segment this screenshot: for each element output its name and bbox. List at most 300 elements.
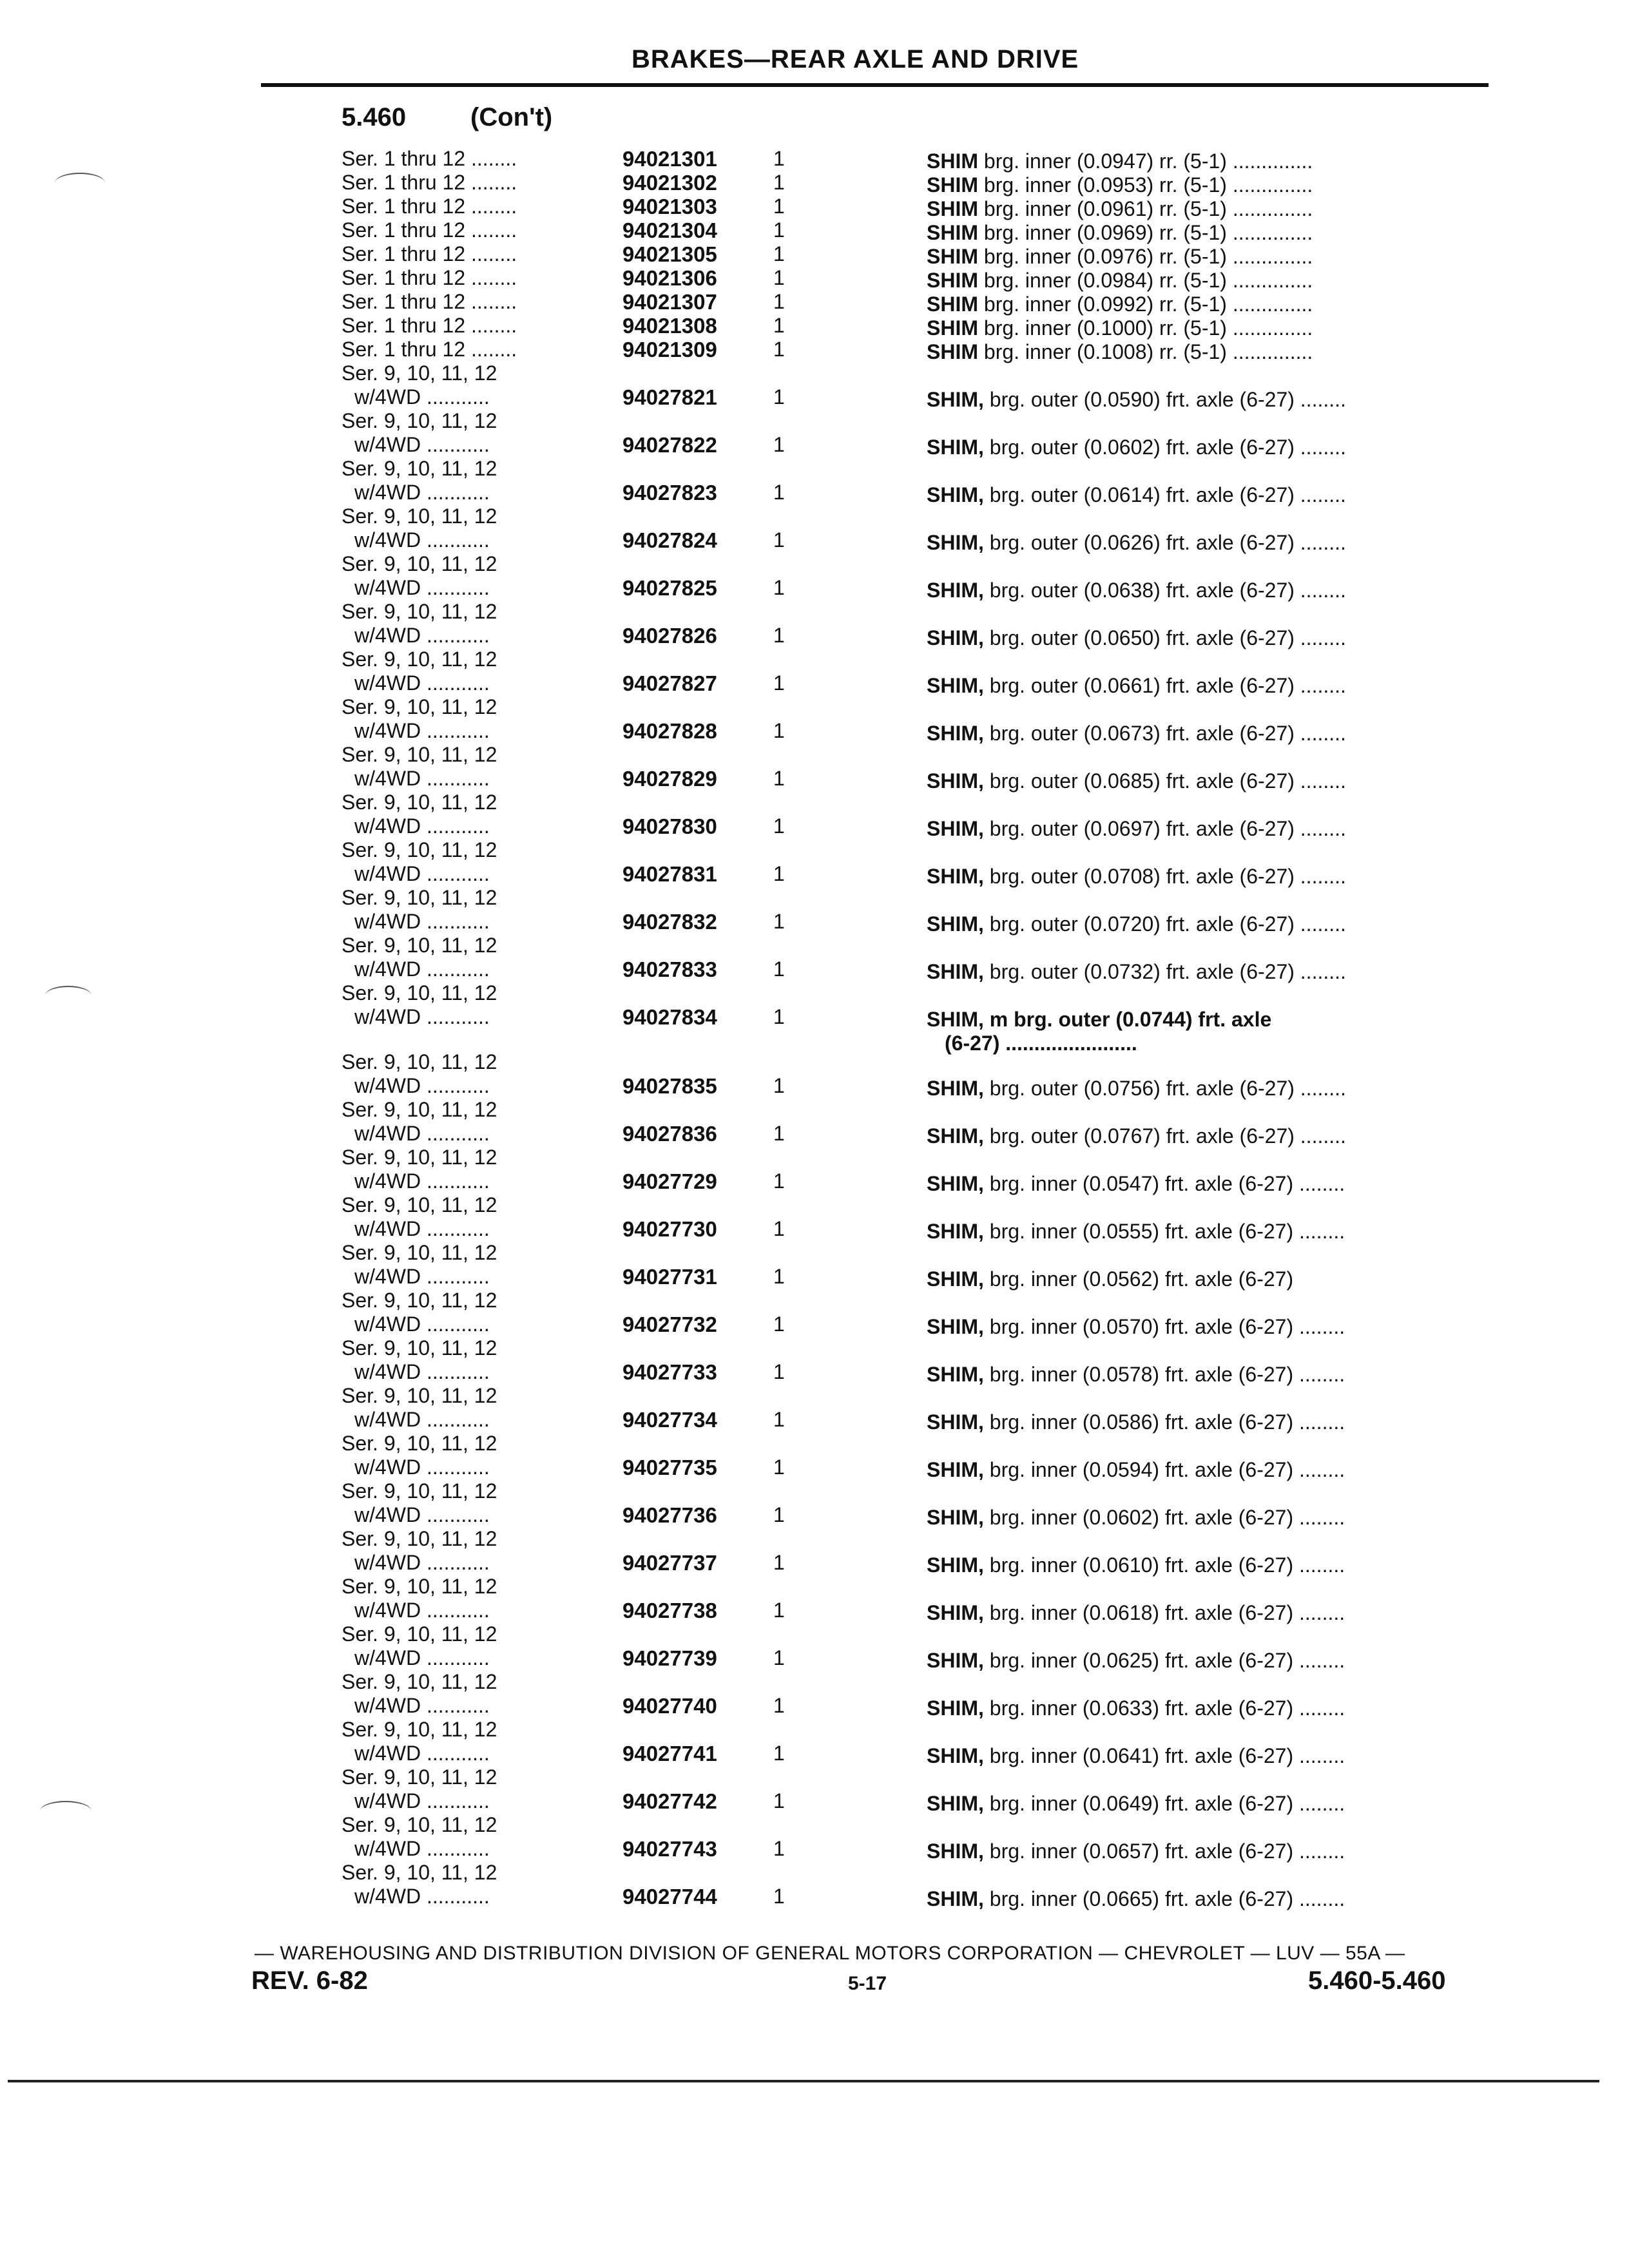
part-row [0, 1670, 1629, 1718]
part-description [927, 1649, 1345, 1673]
part-row [0, 195, 1629, 218]
part-row [0, 290, 1629, 314]
applicability-detail: w/4WD ........... [354, 385, 490, 408]
applicability: Ser. 9, 10, 11, 12 [342, 1861, 497, 1884]
part-row [0, 743, 1629, 791]
part-description [927, 1696, 1345, 1720]
part-description [927, 674, 1346, 698]
applicability-detail: w/4WD ........... [354, 1789, 490, 1812]
part-spec: brg. outer (0.0626) frt. axle (6-27) ........ [983, 531, 1346, 554]
part-name: SHIM, [927, 769, 984, 793]
quantity: 1 [773, 171, 785, 194]
quantity: 1 [773, 1074, 785, 1097]
part-description [927, 1601, 1345, 1625]
part-number: 94021304 [622, 218, 717, 242]
quantity: 1 [773, 433, 785, 456]
quantity: 1 [773, 481, 785, 504]
part-spec: brg. inner (0.0578) frt. axle (6-27) ........ [983, 1363, 1345, 1386]
applicability-detail: w/4WD ........... [354, 576, 490, 599]
part-name: SHIM, [927, 912, 984, 936]
part-description [927, 1172, 1345, 1196]
part-name: SHIM, [927, 1267, 984, 1291]
quantity: 1 [773, 862, 785, 885]
applicability-detail: w/4WD ........... [354, 624, 490, 647]
applicability: Ser. 9, 10, 11, 12 [342, 1765, 497, 1789]
part-name: SHIM, [927, 1649, 984, 1672]
part-number: 94027739 [622, 1646, 717, 1670]
part-number: 94027730 [622, 1217, 717, 1241]
part-spec: brg. outer (0.0673) frt. axle (6-27) ........ [983, 722, 1346, 745]
quantity: 1 [773, 1789, 785, 1812]
applicability: Ser. 1 thru 12 ........ [342, 218, 517, 242]
part-number: 94027743 [622, 1837, 717, 1861]
part-description [927, 1220, 1345, 1244]
part-name: SHIM, [927, 1506, 984, 1529]
applicability-detail: w/4WD ........... [354, 1837, 490, 1860]
part-number: 94027828 [622, 719, 717, 743]
part-spec: brg. inner (0.0625) frt. axle (6-27) ........ [983, 1649, 1345, 1672]
part-spec: brg. inner (0.0992) rr. (5-1) .............. [978, 293, 1313, 316]
part-spec: brg. outer (0.0697) frt. axle (6-27) ........ [983, 817, 1346, 840]
applicability: Ser. 1 thru 12 ........ [342, 266, 517, 289]
part-spec: brg. inner (0.0649) frt. axle (6-27) ........ [983, 1792, 1345, 1815]
part-spec: brg. inner (0.0547) frt. axle (6-27) ........ [983, 1172, 1345, 1195]
part-row [0, 1241, 1629, 1289]
part-number: 94021303 [622, 195, 717, 218]
part-spec: brg. outer (0.0602) frt. axle (6-27) ........ [983, 436, 1346, 459]
part-number: 94027741 [622, 1742, 717, 1765]
part-name: SHIM [927, 245, 978, 268]
applicability: Ser. 9, 10, 11, 12 [342, 361, 497, 385]
quantity: 1 [773, 1503, 785, 1526]
part-number: 94027835 [622, 1074, 717, 1098]
part-row [0, 648, 1629, 695]
part-name: SHIM [927, 269, 978, 292]
part-row [0, 1146, 1629, 1193]
footer-section-range: 5.460-5.460 [1308, 1966, 1446, 1995]
part-spec: brg. outer (0.0614) frt. axle (6-27) ........ [983, 483, 1346, 506]
part-description [927, 1840, 1345, 1863]
part-number: 94021307 [622, 290, 717, 314]
part-description [927, 1363, 1345, 1387]
part-spec: brg. outer (0.0756) frt. axle (6-27) ........ [983, 1077, 1346, 1100]
part-name: SHIM, [927, 1792, 984, 1815]
applicability-detail: w/4WD ........... [354, 1074, 490, 1097]
applicability: Ser. 9, 10, 11, 12 [342, 1384, 497, 1407]
applicability-detail: w/4WD ........... [354, 1503, 490, 1526]
part-row [0, 409, 1629, 457]
part-number: 94021305 [622, 242, 717, 266]
part-spec: brg. inner (0.1008) rr. (5-1) .............. [978, 340, 1313, 363]
applicability: Ser. 1 thru 12 ........ [342, 314, 517, 337]
part-spec: brg. outer (0.0720) frt. axle (6-27) ........ [983, 912, 1346, 936]
part-description [927, 912, 1346, 936]
quantity: 1 [773, 1360, 785, 1383]
part-number: 94027825 [622, 576, 717, 600]
part-description [927, 1792, 1345, 1816]
applicability-detail: w/4WD ........... [354, 1169, 490, 1193]
part-description [927, 626, 1346, 650]
part-spec: brg. inner (0.0953) rr. (5-1) .............. [978, 173, 1313, 197]
part-number: 94027821 [622, 385, 717, 409]
part-description [927, 1410, 1345, 1434]
part-name: SHIM [927, 173, 978, 197]
quantity: 1 [773, 385, 785, 408]
applicability-detail: w/4WD ........... [354, 910, 490, 933]
applicability-detail: w/4WD ........... [354, 862, 490, 885]
part-row [0, 1527, 1629, 1575]
part-description [927, 388, 1346, 412]
part-description [927, 1008, 1271, 1032]
part-number: 94021302 [622, 171, 717, 195]
part-row [0, 934, 1629, 981]
applicability: Ser. 9, 10, 11, 12 [342, 791, 497, 814]
applicability: Ser. 9, 10, 11, 12 [342, 1289, 497, 1312]
part-description [927, 293, 1313, 316]
applicability: Ser. 9, 10, 11, 12 [342, 1479, 497, 1503]
part-row [0, 695, 1629, 743]
part-row [0, 242, 1629, 266]
applicability: Ser. 1 thru 12 ........ [342, 147, 517, 170]
applicability-detail: w/4WD ........... [354, 767, 490, 790]
part-spec: brg. inner (0.0562) frt. axle (6-27) [983, 1267, 1294, 1291]
applicability-detail: w/4WD ........... [354, 1005, 490, 1028]
quantity: 1 [773, 576, 785, 599]
section-continued: (Con't) [470, 103, 553, 131]
part-row [0, 1432, 1629, 1479]
part-row [0, 147, 1629, 171]
applicability: Ser. 1 thru 12 ........ [342, 195, 517, 218]
part-name: SHIM, [927, 1458, 984, 1481]
applicability: Ser. 9, 10, 11, 12 [342, 409, 497, 432]
part-description [927, 1887, 1345, 1911]
footer-revision: REV. 6-82 [251, 1966, 368, 1995]
part-row [0, 1050, 1629, 1098]
applicability-detail: w/4WD ........... [354, 671, 490, 695]
part-row [0, 171, 1629, 195]
applicability: Ser. 9, 10, 11, 12 [342, 1193, 497, 1216]
part-spec: brg. inner (0.0610) frt. axle (6-27) ........ [983, 1553, 1345, 1577]
part-number: 94027834 [622, 1005, 717, 1029]
part-number: 94021301 [622, 147, 717, 171]
part-name: SHIM [927, 293, 978, 316]
applicability: Ser. 9, 10, 11, 12 [342, 743, 497, 766]
part-name: SHIM, [927, 817, 984, 840]
applicability-detail: w/4WD ........... [354, 1885, 490, 1908]
part-row [0, 218, 1629, 242]
part-name: SHIM, [927, 960, 984, 983]
part-number: 94027836 [622, 1122, 717, 1146]
part-description [927, 579, 1346, 602]
part-number: 94027729 [622, 1169, 717, 1193]
scan-mark [40, 1801, 92, 1821]
applicability-detail: w/4WD ........... [354, 433, 490, 456]
applicability: Ser. 9, 10, 11, 12 [342, 1813, 497, 1836]
part-name: SHIM, [927, 1220, 984, 1243]
part-description [927, 1124, 1346, 1148]
part-spec: brg. outer (0.0732) frt. axle (6-27) ........ [983, 960, 1346, 983]
quantity: 1 [773, 1456, 785, 1479]
part-description [927, 316, 1313, 340]
part-number: 94027731 [622, 1265, 717, 1289]
part-spec: brg. outer (0.0708) frt. axle (6-27) ........ [983, 865, 1346, 888]
footer-organization: — WAREHOUSING AND DISTRIBUTION DIVISION OF GENERAL MOTORS CORPORATION — CHEVROLET — LUV — 55A — [255, 1943, 1405, 1964]
part-spec: brg. inner (0.0665) frt. axle (6-27) ........ [983, 1887, 1345, 1910]
part-row [0, 1479, 1629, 1527]
quantity: 1 [773, 242, 785, 265]
part-number: 94027735 [622, 1456, 717, 1479]
applicability-detail: w/4WD ........... [354, 1217, 490, 1240]
part-number: 94027833 [622, 957, 717, 981]
part-spec: brg. inner (0.0961) rr. (5-1) .............. [978, 197, 1313, 220]
part-row [0, 1861, 1629, 1908]
part-description-continued: (6-27) ....................... [945, 1032, 1137, 1055]
part-row [0, 1336, 1629, 1384]
part-row [0, 1575, 1629, 1622]
part-row [0, 838, 1629, 886]
quantity: 1 [773, 1742, 785, 1765]
quantity: 1 [773, 147, 785, 170]
applicability: Ser. 1 thru 12 ........ [342, 290, 517, 313]
part-row [0, 1718, 1629, 1765]
part-description [927, 817, 1346, 841]
quantity: 1 [773, 1122, 785, 1145]
part-spec: brg. inner (0.0594) frt. axle (6-27) ........ [983, 1458, 1345, 1481]
part-row [0, 1384, 1629, 1432]
applicability: Ser. 9, 10, 11, 12 [342, 457, 497, 480]
applicability: Ser. 9, 10, 11, 12 [342, 1718, 497, 1741]
part-description [927, 865, 1346, 889]
part-description [927, 1744, 1345, 1768]
applicability: Ser. 9, 10, 11, 12 [342, 648, 497, 671]
part-number: 94027831 [622, 862, 717, 886]
scan-mark [45, 986, 92, 1005]
part-spec: brg. outer (0.0767) frt. axle (6-27) ........ [983, 1124, 1346, 1148]
part-spec: brg. inner (0.0969) rr. (5-1) .............. [978, 221, 1313, 244]
part-spec: brg. inner (0.0976) rr. (5-1) .............. [978, 245, 1313, 268]
part-spec: brg. inner (0.0570) frt. axle (6-27) ........ [983, 1315, 1345, 1338]
applicability-detail: w/4WD ........... [354, 1312, 490, 1336]
part-name: SHIM, [927, 1744, 984, 1767]
part-name: SHIM, [927, 1077, 984, 1100]
applicability: Ser. 9, 10, 11, 12 [342, 981, 497, 1004]
quantity: 1 [773, 1169, 785, 1193]
part-number: 94027827 [622, 671, 717, 695]
applicability: Ser. 9, 10, 11, 12 [342, 1146, 497, 1169]
part-spec: brg. inner (0.0633) frt. axle (6-27) ........ [983, 1696, 1345, 1720]
part-name: SHIM, [927, 865, 984, 888]
applicability-detail: w/4WD ........... [354, 1646, 490, 1669]
part-name: SHIM, m brg. outer (0.0744) frt. axle [927, 1008, 1272, 1031]
part-description [927, 769, 1346, 793]
part-name: SHIM [927, 340, 978, 363]
part-number: 94027822 [622, 433, 717, 457]
part-spec: brg. inner (0.1000) rr. (5-1) .............. [978, 316, 1313, 340]
part-description [927, 1077, 1346, 1100]
applicability-detail: w/4WD ........... [354, 957, 490, 981]
part-name: SHIM [927, 316, 978, 340]
quantity: 1 [773, 814, 785, 838]
quantity: 1 [773, 338, 785, 361]
part-row [0, 338, 1629, 361]
part-row [0, 886, 1629, 934]
quantity: 1 [773, 957, 785, 981]
quantity: 1 [773, 1837, 785, 1860]
part-description [927, 221, 1313, 245]
scan-edge-line [8, 2080, 1599, 2082]
applicability-detail: w/4WD ........... [354, 481, 490, 504]
part-description [927, 173, 1313, 197]
part-name: SHIM, [927, 1124, 984, 1148]
part-number: 94021309 [622, 338, 717, 361]
quantity: 1 [773, 1694, 785, 1717]
section-number: 5.460 [342, 103, 407, 131]
part-spec: brg. inner (0.0947) rr. (5-1) .............. [978, 149, 1313, 173]
part-spec: brg. inner (0.0555) frt. axle (6-27) ........ [983, 1220, 1345, 1243]
quantity: 1 [773, 314, 785, 337]
applicability: Ser. 9, 10, 11, 12 [342, 1622, 497, 1646]
applicability-detail: w/4WD ........... [354, 719, 490, 742]
part-name: SHIM [927, 149, 978, 173]
part-spec: brg. inner (0.0618) frt. axle (6-27) ........ [983, 1601, 1345, 1624]
quantity: 1 [773, 1217, 785, 1240]
part-number: 94027830 [622, 814, 717, 838]
part-name: SHIM, [927, 1553, 984, 1577]
quantity: 1 [773, 1408, 785, 1431]
part-description [927, 245, 1313, 269]
part-description [927, 722, 1346, 745]
scan-mark [55, 173, 105, 193]
applicability-detail: w/4WD ........... [354, 1694, 490, 1717]
applicability: Ser. 9, 10, 11, 12 [342, 1098, 497, 1121]
part-name: SHIM, [927, 531, 984, 554]
part-description [927, 1267, 1293, 1291]
part-number: 94027832 [622, 910, 717, 934]
quantity: 1 [773, 767, 785, 790]
part-spec: brg. inner (0.0984) rr. (5-1) .............. [978, 269, 1313, 292]
part-name: SHIM, [927, 1840, 984, 1863]
part-name: SHIM, [927, 388, 984, 411]
part-number: 94027734 [622, 1408, 717, 1432]
part-number: 94027823 [622, 481, 717, 505]
applicability: Ser. 9, 10, 11, 12 [342, 505, 497, 528]
part-description [927, 197, 1313, 221]
quantity: 1 [773, 1265, 785, 1288]
applicability-detail: w/4WD ........... [354, 1599, 490, 1622]
quantity: 1 [773, 1599, 785, 1622]
quantity: 1 [773, 218, 785, 242]
applicability: Ser. 9, 10, 11, 12 [342, 1050, 497, 1073]
part-description [927, 1458, 1345, 1482]
part-number: 94021308 [622, 314, 717, 338]
part-row [0, 600, 1629, 648]
part-description [927, 269, 1313, 293]
part-description [927, 340, 1313, 364]
part-row [0, 314, 1629, 338]
quantity: 1 [773, 195, 785, 218]
part-row [0, 1622, 1629, 1670]
part-spec: brg. outer (0.0638) frt. axle (6-27) ........ [983, 579, 1346, 602]
part-number: 94027826 [622, 624, 717, 648]
applicability-detail: w/4WD ........... [354, 1456, 490, 1479]
part-name: SHIM, [927, 722, 984, 745]
part-description [927, 960, 1346, 984]
part-number: 94027737 [622, 1551, 717, 1575]
part-spec: brg. outer (0.0685) frt. axle (6-27) ........ [983, 769, 1346, 793]
applicability-detail: w/4WD ........... [354, 528, 490, 552]
part-name: SHIM, [927, 579, 984, 602]
part-spec: brg. outer (0.0590) frt. axle (6-27) ........ [983, 388, 1346, 411]
part-spec: brg. outer (0.0650) frt. axle (6-27) ........ [983, 626, 1346, 649]
footer-page-number: 5-17 [848, 1973, 887, 1994]
applicability: Ser. 1 thru 12 ........ [342, 171, 517, 194]
applicability: Ser. 9, 10, 11, 12 [342, 1241, 497, 1264]
page-title: BRAKES—REAR AXLE AND DRIVE [631, 45, 1079, 73]
applicability: Ser. 9, 10, 11, 12 [342, 886, 497, 909]
applicability-detail: w/4WD ........... [354, 1742, 490, 1765]
applicability-detail: w/4WD ........... [354, 814, 490, 838]
applicability: Ser. 9, 10, 11, 12 [342, 1670, 497, 1693]
applicability-detail: w/4WD ........... [354, 1360, 490, 1383]
applicability: Ser. 1 thru 12 ........ [342, 242, 517, 265]
part-row [0, 266, 1629, 290]
applicability: Ser. 1 thru 12 ........ [342, 338, 517, 361]
applicability: Ser. 9, 10, 11, 12 [342, 695, 497, 718]
applicability: Ser. 9, 10, 11, 12 [342, 552, 497, 575]
applicability: Ser. 9, 10, 11, 12 [342, 838, 497, 861]
part-number: 94027824 [622, 528, 717, 552]
part-spec: brg. inner (0.0641) frt. axle (6-27) ........ [983, 1744, 1345, 1767]
quantity: 1 [773, 1646, 785, 1669]
part-row [0, 1813, 1629, 1861]
quantity: 1 [773, 528, 785, 552]
part-spec: brg. inner (0.0586) frt. axle (6-27) ........ [983, 1410, 1345, 1434]
applicability-detail: w/4WD ........... [354, 1265, 490, 1288]
applicability: Ser. 9, 10, 11, 12 [342, 600, 497, 623]
part-row [0, 1098, 1629, 1146]
applicability-detail: w/4WD ........... [354, 1551, 490, 1574]
part-description [927, 1506, 1345, 1530]
applicability-detail: w/4WD ........... [354, 1408, 490, 1431]
quantity: 1 [773, 1551, 785, 1574]
part-row [0, 1765, 1629, 1813]
part-number: 94027829 [622, 767, 717, 791]
part-row [0, 552, 1629, 600]
part-name: SHIM, [927, 1410, 984, 1434]
quantity: 1 [773, 290, 785, 313]
quantity: 1 [773, 671, 785, 695]
part-description [927, 1553, 1345, 1577]
part-name: SHIM, [927, 626, 984, 649]
part-row [0, 457, 1629, 505]
part-name: SHIM, [927, 1172, 984, 1195]
applicability: Ser. 9, 10, 11, 12 [342, 1575, 497, 1598]
part-description [927, 149, 1313, 173]
part-name: SHIM, [927, 1363, 984, 1386]
part-number: 94021306 [622, 266, 717, 290]
part-number: 94027740 [622, 1694, 717, 1718]
part-name: SHIM, [927, 1601, 984, 1624]
part-row [0, 361, 1629, 409]
part-name: SHIM, [927, 1696, 984, 1720]
quantity: 1 [773, 1885, 785, 1908]
part-number: 94027738 [622, 1599, 717, 1622]
part-row [0, 791, 1629, 838]
part-row [0, 1289, 1629, 1336]
part-name: SHIM, [927, 483, 984, 506]
part-spec: brg. inner (0.0657) frt. axle (6-27) ........ [983, 1840, 1345, 1863]
part-row [0, 981, 1629, 1055]
